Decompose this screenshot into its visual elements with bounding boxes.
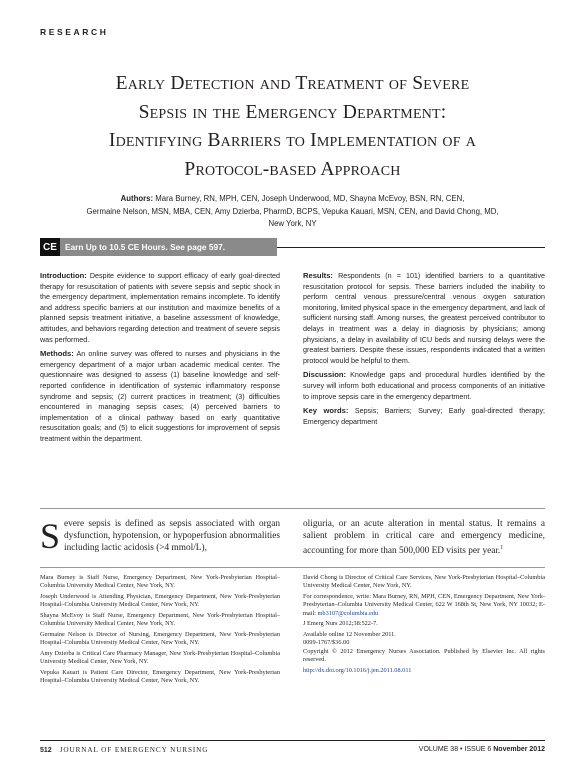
correspondence-text: For correspondence, write: Mara Burney, RN, MPH, CEN, Emergency Department, New York-Presbyterian–Columbia University Medical Center, 622 W 168th St, New York, NY 10032; E-mail: — [303, 593, 545, 617]
title-line: Protocol-based Approach — [184, 158, 401, 180]
authors-line: Germaine Nelson, MSN, MBA, CEN, Amy Dzierba, PharmD, BCPS, Vepuka Kauari, MSN, CEN, and David Chong, MD, — [86, 206, 499, 216]
abstract-text: Despite evidence to support efficacy of early goal-directed therapy for resuscitation of patients with severe sepsis and septic shock in the emergency department, implementation remains incomplete. To identify and address specific barriers at our institution and maximize benefits of a planned sepsis treatment initiative, a baseline assessment of knowledge, attitudes, and behaviors regarding detection and treatment of severe sepsis was performed. — [40, 272, 281, 344]
title-line: Early Detection and Treatment of Severe — [115, 73, 470, 94]
abstract-paragraph — [303, 406, 545, 427]
volume-issue: VOLUME 38 • ISSUE 6 — [418, 746, 492, 753]
author-affiliation: Joseph Underwood is Attending Physician, Emergency Department, New York-Presbyterian Hospital–Columbia University Medical Center, New York, NY. — [40, 593, 280, 609]
abstract-text: Sepsis; Barriers; Survey; Early goal-directed therapy; Emergency department — [303, 407, 546, 426]
ce-banner[interactable] — [40, 238, 277, 256]
abstract-paragraph — [303, 370, 545, 402]
author-affiliation: Shayna McEvoy is Staff Nurse, Emergency Department, New York-Presbyterian Hospital–Columbia University Medical Center, New York, NY. — [40, 612, 280, 628]
abstract-heading: Discussion: — [303, 370, 347, 380]
divider — [40, 508, 545, 509]
citation: J Emerg Nurs 2012;38:522-7. — [303, 620, 378, 628]
abstract-right-column — [303, 271, 545, 431]
title-line: Identifying Barriers to Implementation of a — [108, 130, 477, 151]
email-link[interactable]: mb3107@columbia.edu — [317, 609, 379, 617]
abstract-paragraph — [303, 271, 545, 366]
drop-cap: S — [40, 516, 61, 556]
abstract-paragraph — [40, 271, 280, 345]
page-number: 512 — [40, 747, 52, 754]
abstract-left-column — [40, 271, 280, 449]
author-affiliation: Amy Dzierba is Critical Care Pharmacy Manager, New York-Presbyterian Hospital–Columbia University Medical Center, New York, NY. — [40, 650, 280, 666]
author-affiliation: Vepuka Kauari is Patient Care Director, Emergency Department, New York-Presbyterian Hospital–Columbia University Medical Center, New York, NY. — [40, 669, 280, 685]
body-text-right — [303, 519, 545, 557]
divider — [40, 567, 545, 568]
copyright-notice: Copyright © 2012 Emergency Nurses Association. Published by Elsevier Inc. All rights reserved. — [303, 647, 545, 664]
divider — [40, 740, 545, 741]
author-affiliation: Mara Burney is Staff Nurse, Emergency Department, New York-Presbyterian Hospital–Columbia University Medical Center, New York, NY. — [40, 574, 280, 590]
authors-line: Mara Burney, RN, MPH, CEN, Joseph Underwood, MD, Shayna McEvoy, BSN, RN, CEN, — [155, 194, 465, 203]
abstract-heading: Methods: — [40, 349, 74, 359]
author-affiliation: Germaine Nelson is Director of Nursing, Emergency Department, New York-Presbyterian Hospital–Columbia University Medical Center, New York, NY. — [40, 631, 280, 647]
abstract-heading: Introduction: — [40, 271, 87, 280]
doi-link[interactable]: http://dx.doi.org/10.1016/j.jen.2011.08.011 — [303, 666, 412, 674]
footnotes-left — [40, 574, 280, 688]
abstract-heading: Key words: — [303, 406, 349, 416]
body-paragraph: evere sepsis is defined as sepsis associated with organ dysfunction, hypotension, or hypoperfusion abnormalities including lactic acidosis (>4 mmol/L), — [64, 519, 280, 553]
reference-superscript[interactable]: 1 — [500, 544, 504, 551]
article-title — [40, 70, 545, 184]
abstract-heading: Results: — [303, 271, 333, 280]
body-text-left — [40, 516, 280, 556]
authors-label: Authors: — [120, 194, 154, 203]
issue-date: November 2012 — [493, 746, 545, 753]
section-label: RESEARCH — [40, 27, 109, 37]
author-affiliation: David Chong is Director of Critical Care Services, New York-Presbyterian Hospital–Columbia University Medical Center, New York, NY. — [303, 574, 545, 590]
correspondence-note — [303, 593, 545, 618]
author-list — [60, 193, 525, 231]
ce-banner-text: Earn Up to 10.5 CE Hours. See page 597. — [65, 242, 226, 252]
abstract-text: An online survey was offered to nurses and physicians in the emergency department of a major urban academic medical center. The questionnaire was designed to assess (1) baseline knowledge and self-reported confidence in identification of systemic inflammatory response syndrome and sepsis; (2) current practices in treatment; (3) difficulties encountered in managing sepsis cases; (4) perceived barriers to implementation of a clinical pathway based on early quantitative resuscitation goals; and (5) to elicit suggestions for improvement of sepsis treatment within the department. — [40, 350, 280, 443]
footer-left — [40, 746, 208, 754]
body-paragraph: oliguria, or an acute alteration in mental status. It remains a salient problem in critical care and emergency medicine, accounting for more than 500,000 ED visits per year. — [303, 519, 545, 556]
ce-tag: CE — [40, 238, 60, 256]
abstract-text: Knowledge gaps and procedural hurdles identified by the survey will inform both educational and process components of an initiative to improve sepsis care in the emergency department. — [303, 371, 545, 401]
online-date: Available online 12 November 2011. — [303, 631, 396, 638]
price-code: 0099-1767/$36.00 — [303, 639, 350, 647]
footer-right — [419, 746, 545, 753]
title-line: Sepsis in the Emergency Department: — [138, 101, 447, 123]
abstract-paragraph — [40, 349, 280, 444]
author-location: New York, NY — [268, 219, 317, 229]
divider — [277, 247, 545, 248]
journal-name: JOURNAL OF EMERGENCY NURSING — [59, 746, 209, 754]
abstract-text: Respondents (n = 101) identified barriers to a quantitative resuscitation protocol for sepsis. These barriers included the inability to perform central venous pressure/central venous oxygen saturation monitoring, limited physical space in the emergency department, and lack of sufficient nursing staff. Among nurses, the greatest perceived contributor to delays in treatment was a delay in diagnosis by physicians; among physicians, a delay in availability of ICU beds and nursing delays were the greatest barriers. Despite these issues, respondents indicated that a written protocol would be helpful to them. — [303, 272, 546, 365]
footnotes-right — [303, 574, 545, 677]
